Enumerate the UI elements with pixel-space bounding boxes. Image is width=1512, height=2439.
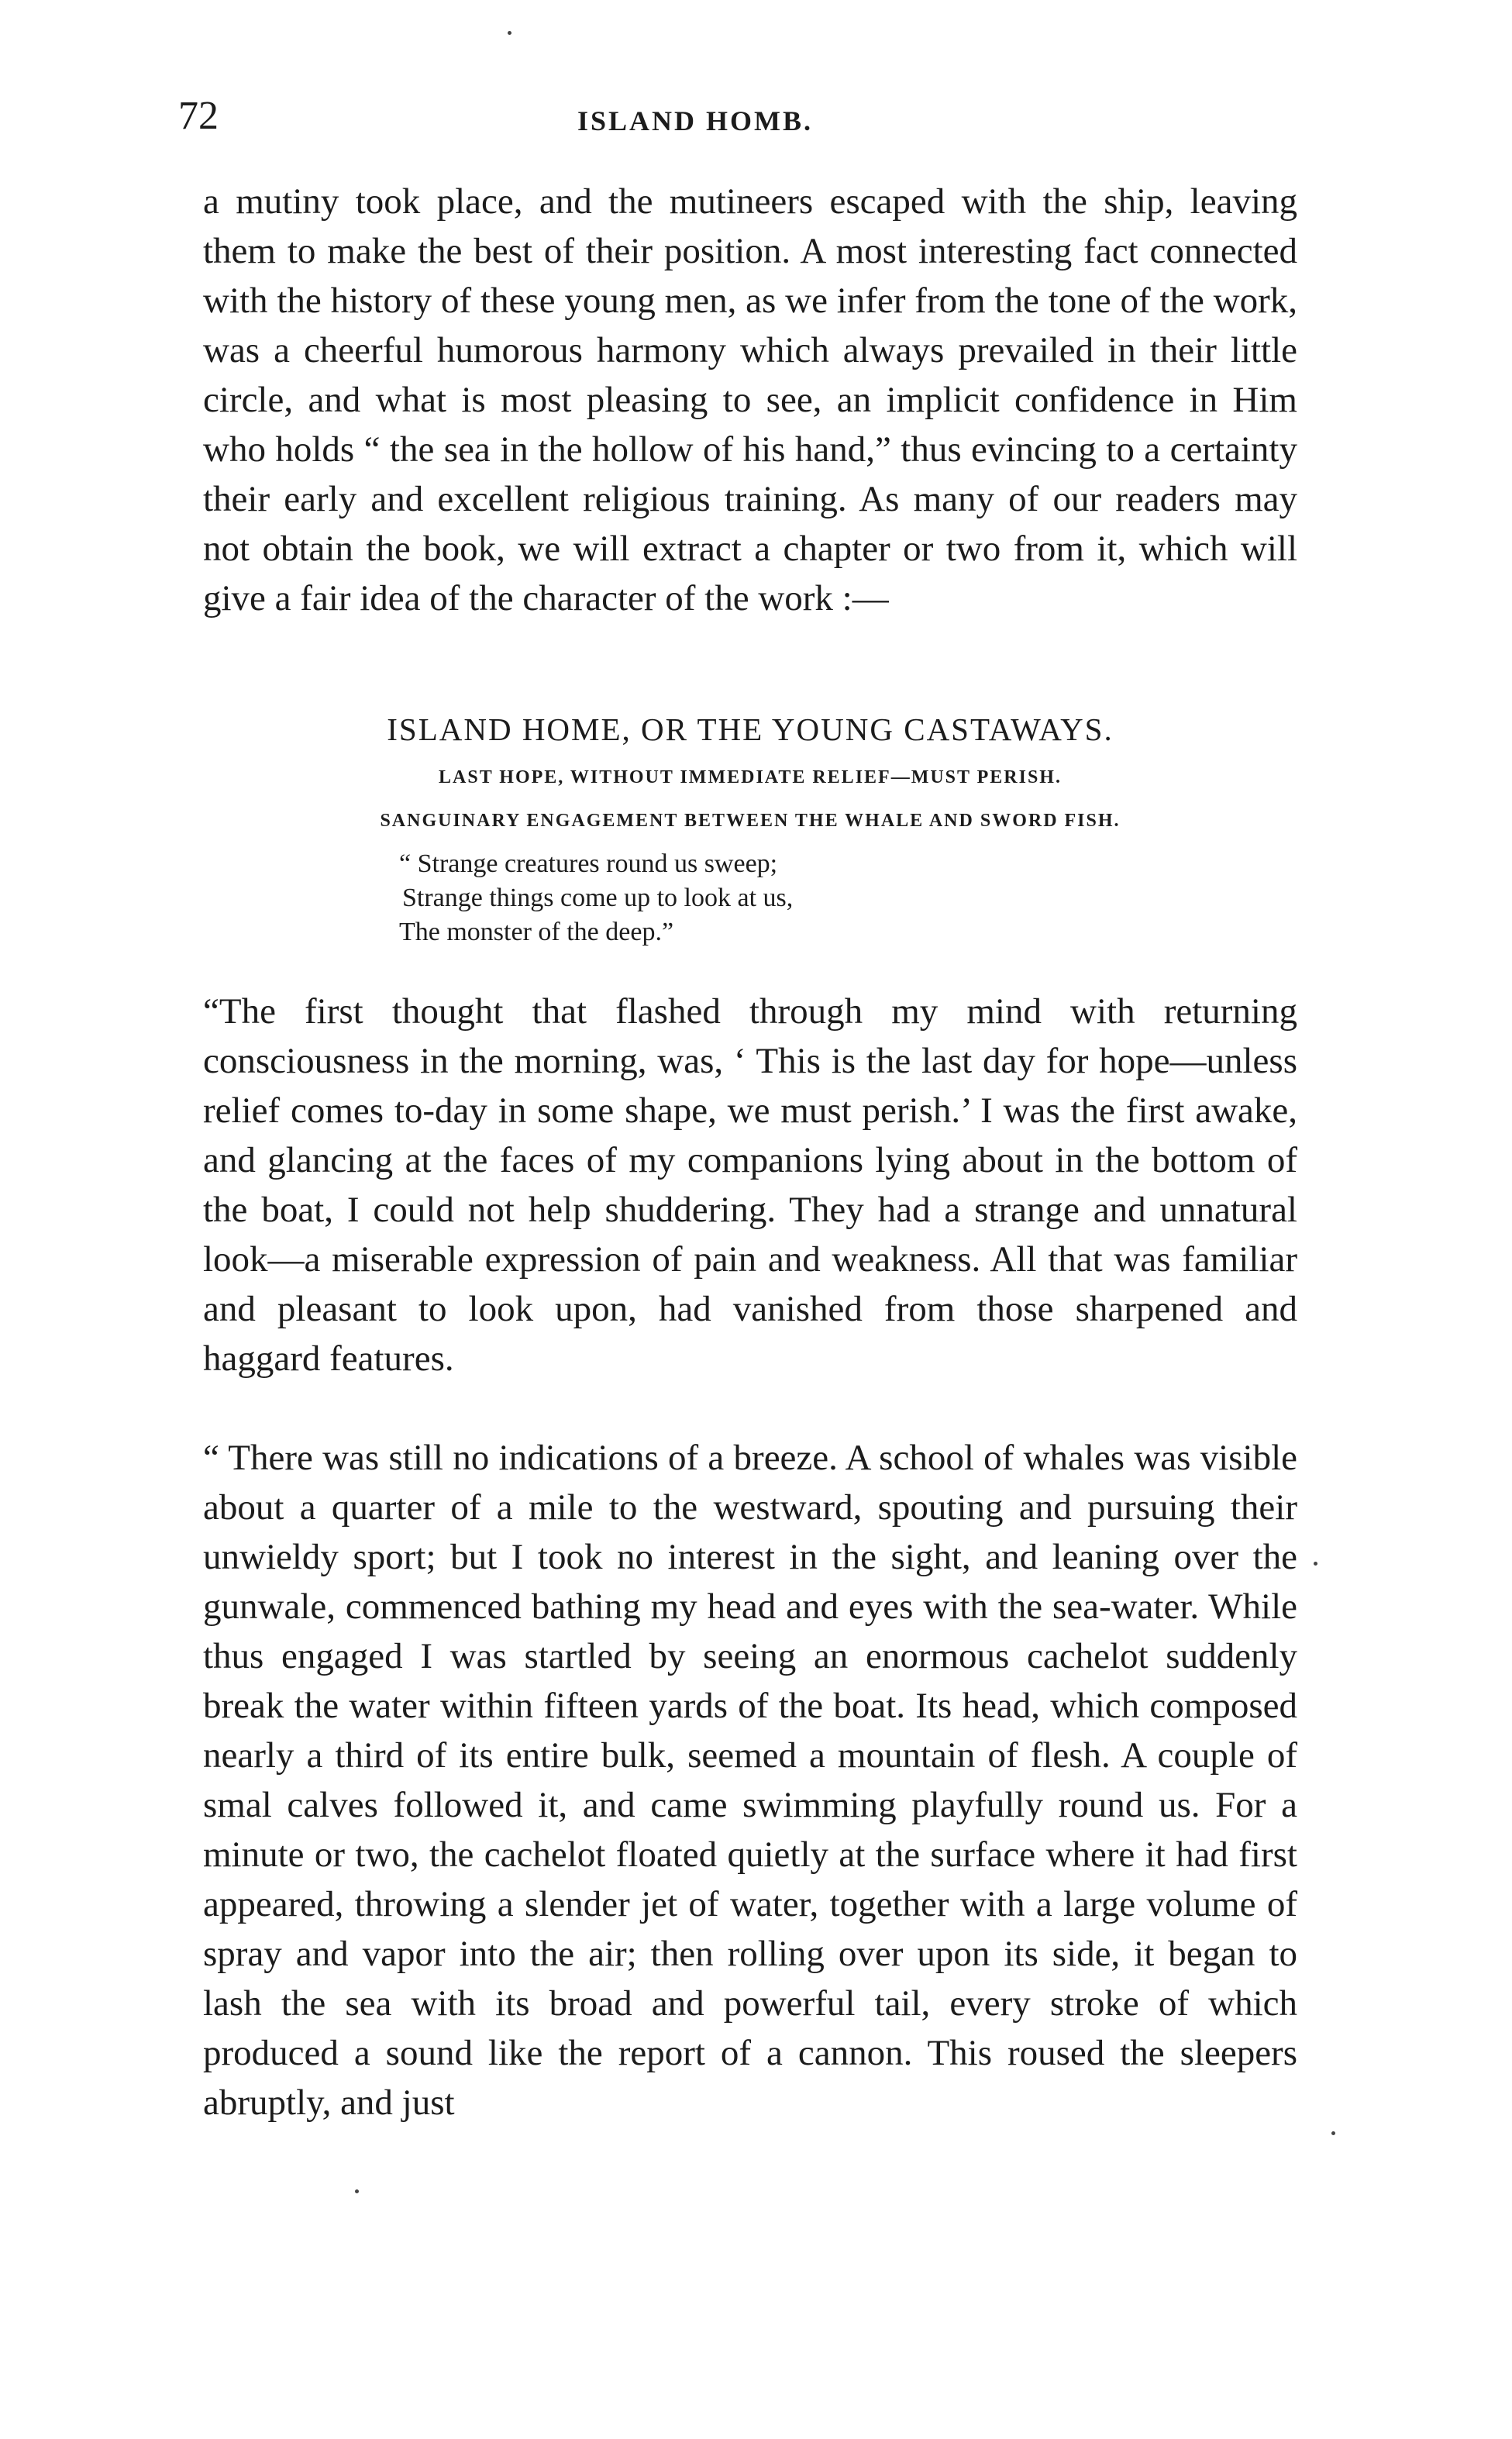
chapter-summary-line: LAST HOPE, WITHOUT IMMEDIATE RELIEF—MUST PERISH. bbox=[439, 767, 1062, 787]
chapter-title: ISLAND HOME, OR THE YOUNG CASTAWAYS. bbox=[387, 711, 1114, 747]
epigraph-line: Strange things come up to look at us, bbox=[402, 884, 794, 912]
ink-speck bbox=[355, 2189, 359, 2193]
body-paragraph: “ There was still no indications of a breeze. A school of whales was visible about a quarter of a mile to the westward, spouting and pursuing their unwieldy sport; but I took no interest in the sight, and leaning over the gunwale, commenced bathing my head and eyes with the sea-water. While thus engaged I was startled by seeing an enormous cachelot suddenly break the water within fifteen yards of the boat. Its head, which composed nearly a third of its entire bulk, seemed a mountain of flesh. A couple of smal calves followed it, and came swimming playfully round us. For a minute or two, the cachelot floated quietly at the surface where it had first appeared, throwing a slender jet of water, together with a large volume of spray and vapor into the air; then rolling over upon its side, it began to lash the sea with its broad and powerful tail, every stroke of which produced a sound like the report of a cannon. This roused the sleepers abruptly, and just bbox=[203, 1438, 1297, 2123]
page-number: 72 bbox=[178, 94, 219, 138]
intro-paragraph: a mutiny took place, and the mutineers escaped with the ship, leaving them to make the best of their position. A most interesting fact connected with the history of these young men, as we infer from the tone of the work, was a cheerful humorous harmony which always prevailed in their little circle, and what is most pleasing to see, an implicit confidence in Him who holds “ the sea in the hollow of his hand,” thus evincing to a certainty their early and excellent religious training. As many of our readers may not obtain the book, we will extract a chapter or two from it, which will give a fair idea of the character of the work :— bbox=[203, 181, 1297, 618]
epigraph-line: The monster of the deep.” bbox=[399, 918, 674, 946]
body-paragraph: “The first thought that flashed through my mind with returning consciousness in the morning, was, ‘ This is the last day for hope—unless relief comes to-day in some shape, we must perish.’ I was the first awake, and glancing at the faces of my companions lying about in the bottom of the boat, I could not help shuddering. They had a strange and unnatural look—a miserable expression of pain and weakness. All that was familiar and pleasant to look upon, had vanished from those sharpened and haggard features. bbox=[203, 991, 1297, 1379]
epigraph bbox=[399, 847, 1097, 949]
ink-speck bbox=[508, 31, 511, 35]
running-head: ISLAND HOMB. bbox=[577, 105, 814, 136]
ink-speck bbox=[1314, 1562, 1317, 1566]
epigraph-line: “ Strange creatures round us sweep; bbox=[399, 849, 778, 878]
ink-speck bbox=[1331, 2131, 1335, 2135]
page-header bbox=[178, 91, 1310, 153]
chapter-summary-line: SANGUINARY ENGAGEMENT BETWEEN THE WHALE AND SWORD FISH. bbox=[380, 811, 1121, 831]
